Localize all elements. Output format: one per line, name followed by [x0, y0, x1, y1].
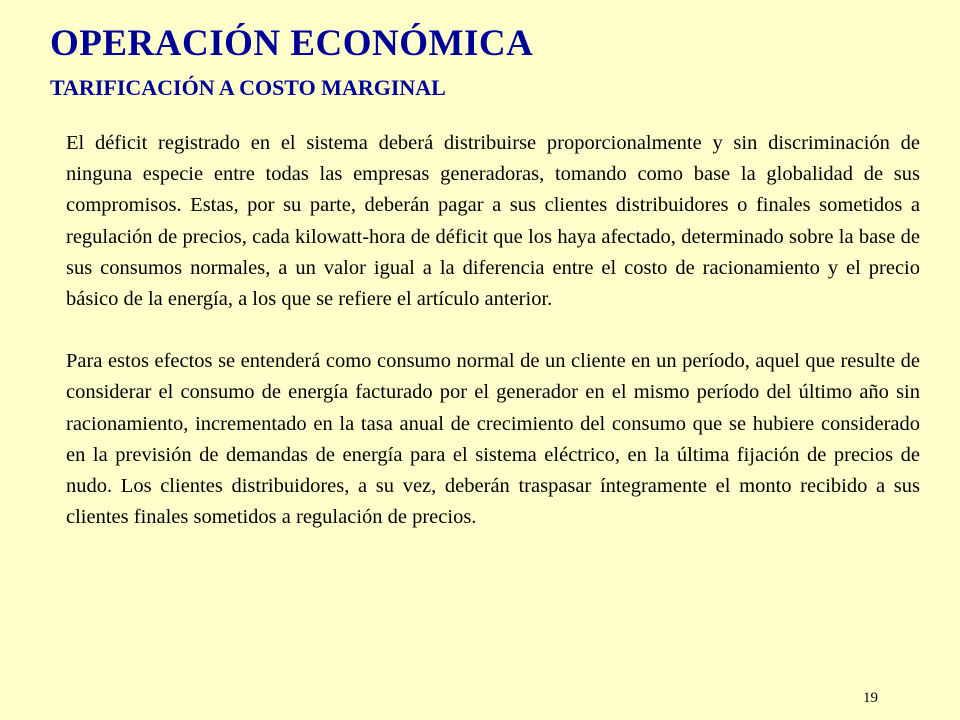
- paragraph-normal-consumption: Para estos efectos se entenderá como consumo normal de un cliente en un período, aquel que resulte de considerar el consumo de energía facturado por el generador en el mismo período del último año sin racionamiento, incrementado en la tasa anual de crecimiento del consumo que se hubiere considerado en la previsión de demandas de energía para el sistema eléctrico, en la última fijación de precios de nudo. Los clientes distribuidores, a su vez, deberán traspasar íntegramente el monto recibido a sus clientes finales sometidos a regulación de precios.: [66, 350, 920, 529]
- body-text: [66, 128, 920, 533]
- slide-title: OPERACIÓN ECONÓMICA: [50, 23, 534, 64]
- slide-subtitle: TARIFICACIÓN A COSTO MARGINAL: [50, 75, 446, 100]
- page-number: 19: [863, 690, 878, 706]
- paragraph-deficit-distribution: El déficit registrado en el sistema deberá distribuirse proporcionalmente y sin discriminación de ninguna especie entre todas las empresas generadoras, tomando como base la globalidad de sus compromisos. Estas, por su parte, deberán pagar a sus clientes distribuidores o finales sometidos a regulación de precios, cada kilowatt-hora de déficit que los haya afectado, determinado sobre la base de sus consumos normales, a un valor igual a la diferencia entre el costo de racionamiento y el precio básico de la energía, a los que se refiere el artículo anterior.: [66, 132, 920, 311]
